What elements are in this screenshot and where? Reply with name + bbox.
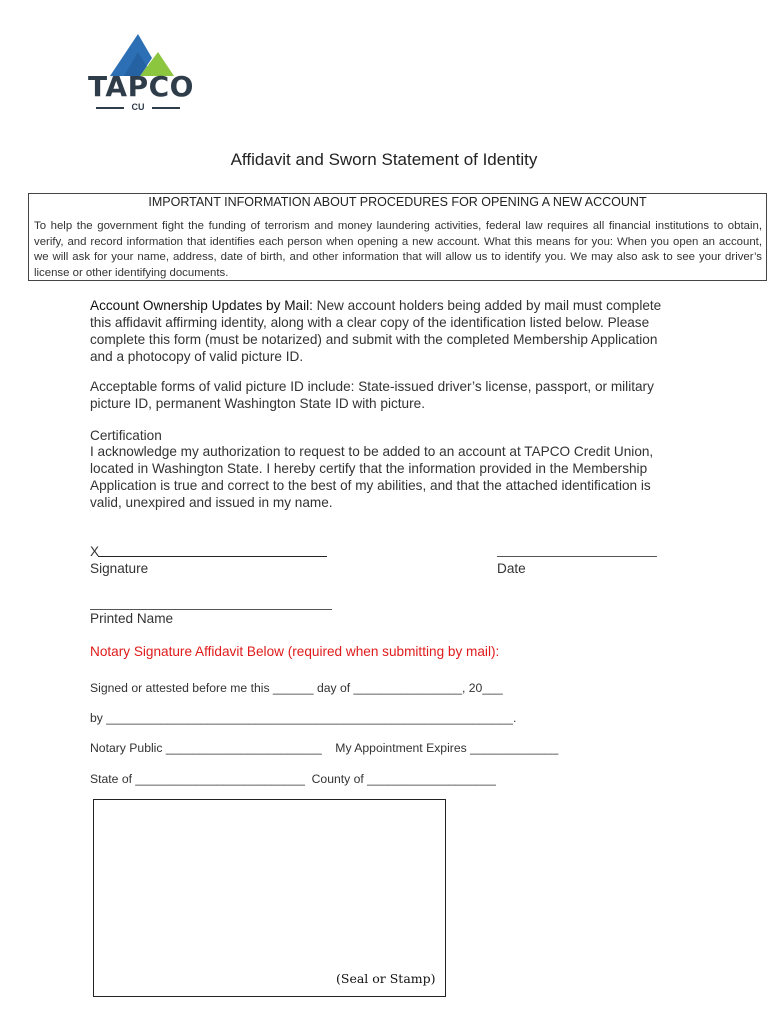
certification-text: I acknowledge my authorization to request to be added to an account at TAPCO Credit Union, located in Washington State. I hereby certify that the information provided in the Membership Application is true and correct to the best of my abilities, and that the attached identification is valid, unexpired and issued in my name. [90, 444, 654, 510]
logo-subtitle [96, 101, 180, 113]
signature-label: Signature [90, 561, 149, 576]
signature-x-mark: X [90, 544, 100, 559]
notary-line-signed[interactable]: Signed or attested before me this ______ day of ________________, 20___ [90, 681, 503, 695]
seal-stamp-label: (Seal or Stamp) [336, 971, 436, 986]
logo-cu-text: CU [131, 102, 145, 112]
notary-line-state-county[interactable]: State of _________________________ County of ___________________ [90, 772, 496, 786]
mail-text: New account holders being added by mail must complete this affidavit affirming identity, along with a clear copy of the identification listed below. Please complete this form (must be notarized) and submit with the completed Membership Application and a photocopy of valid picture ID. [90, 298, 662, 364]
seal-stamp-box [93, 799, 446, 997]
notary-heading: Notary Signature Affidavit Below (required when submitting by mail): [90, 644, 500, 659]
notary-line-public[interactable]: Notary Public _______________________ My Appointment Expires _____________ [90, 741, 559, 755]
mail-paragraph [90, 297, 680, 365]
printed-name-label: Printed Name [90, 611, 174, 626]
date-line[interactable] [497, 556, 657, 557]
info-heading: IMPORTANT INFORMATION ABOUT PROCEDURES FOR OPENING A NEW ACCOUNT [148, 195, 647, 209]
info-body: To help the government fight the funding of terrorism and money laundering activities, federal law requires all financial institutions to obtain, verify, and record information that identifies each person when opening a new account. What this means for you: When you open an account, we will ask for your name, address, date of birth, and other information that will allow us to identify you. We may also ask to see your driver’s license or other identifying documents. [34, 220, 762, 279]
logo-wordmark: TAPCO [88, 70, 194, 103]
notary-line-by[interactable]: by ____________________________________________________________. [90, 711, 517, 725]
certification-heading: Certification [90, 428, 162, 443]
document-title: Affidavit and Sworn Statement of Identity [230, 150, 538, 169]
signature-line[interactable] [98, 556, 327, 557]
acceptable-id-paragraph: Acceptable forms of valid picture ID include: State-issued driver’s license, passport, or military picture ID, permanent Washington State ID with picture. [90, 379, 654, 411]
printed-name-line[interactable] [90, 609, 332, 610]
date-label: Date [497, 561, 526, 576]
mail-lead: Account Ownership Updates by Mail: [90, 298, 313, 313]
